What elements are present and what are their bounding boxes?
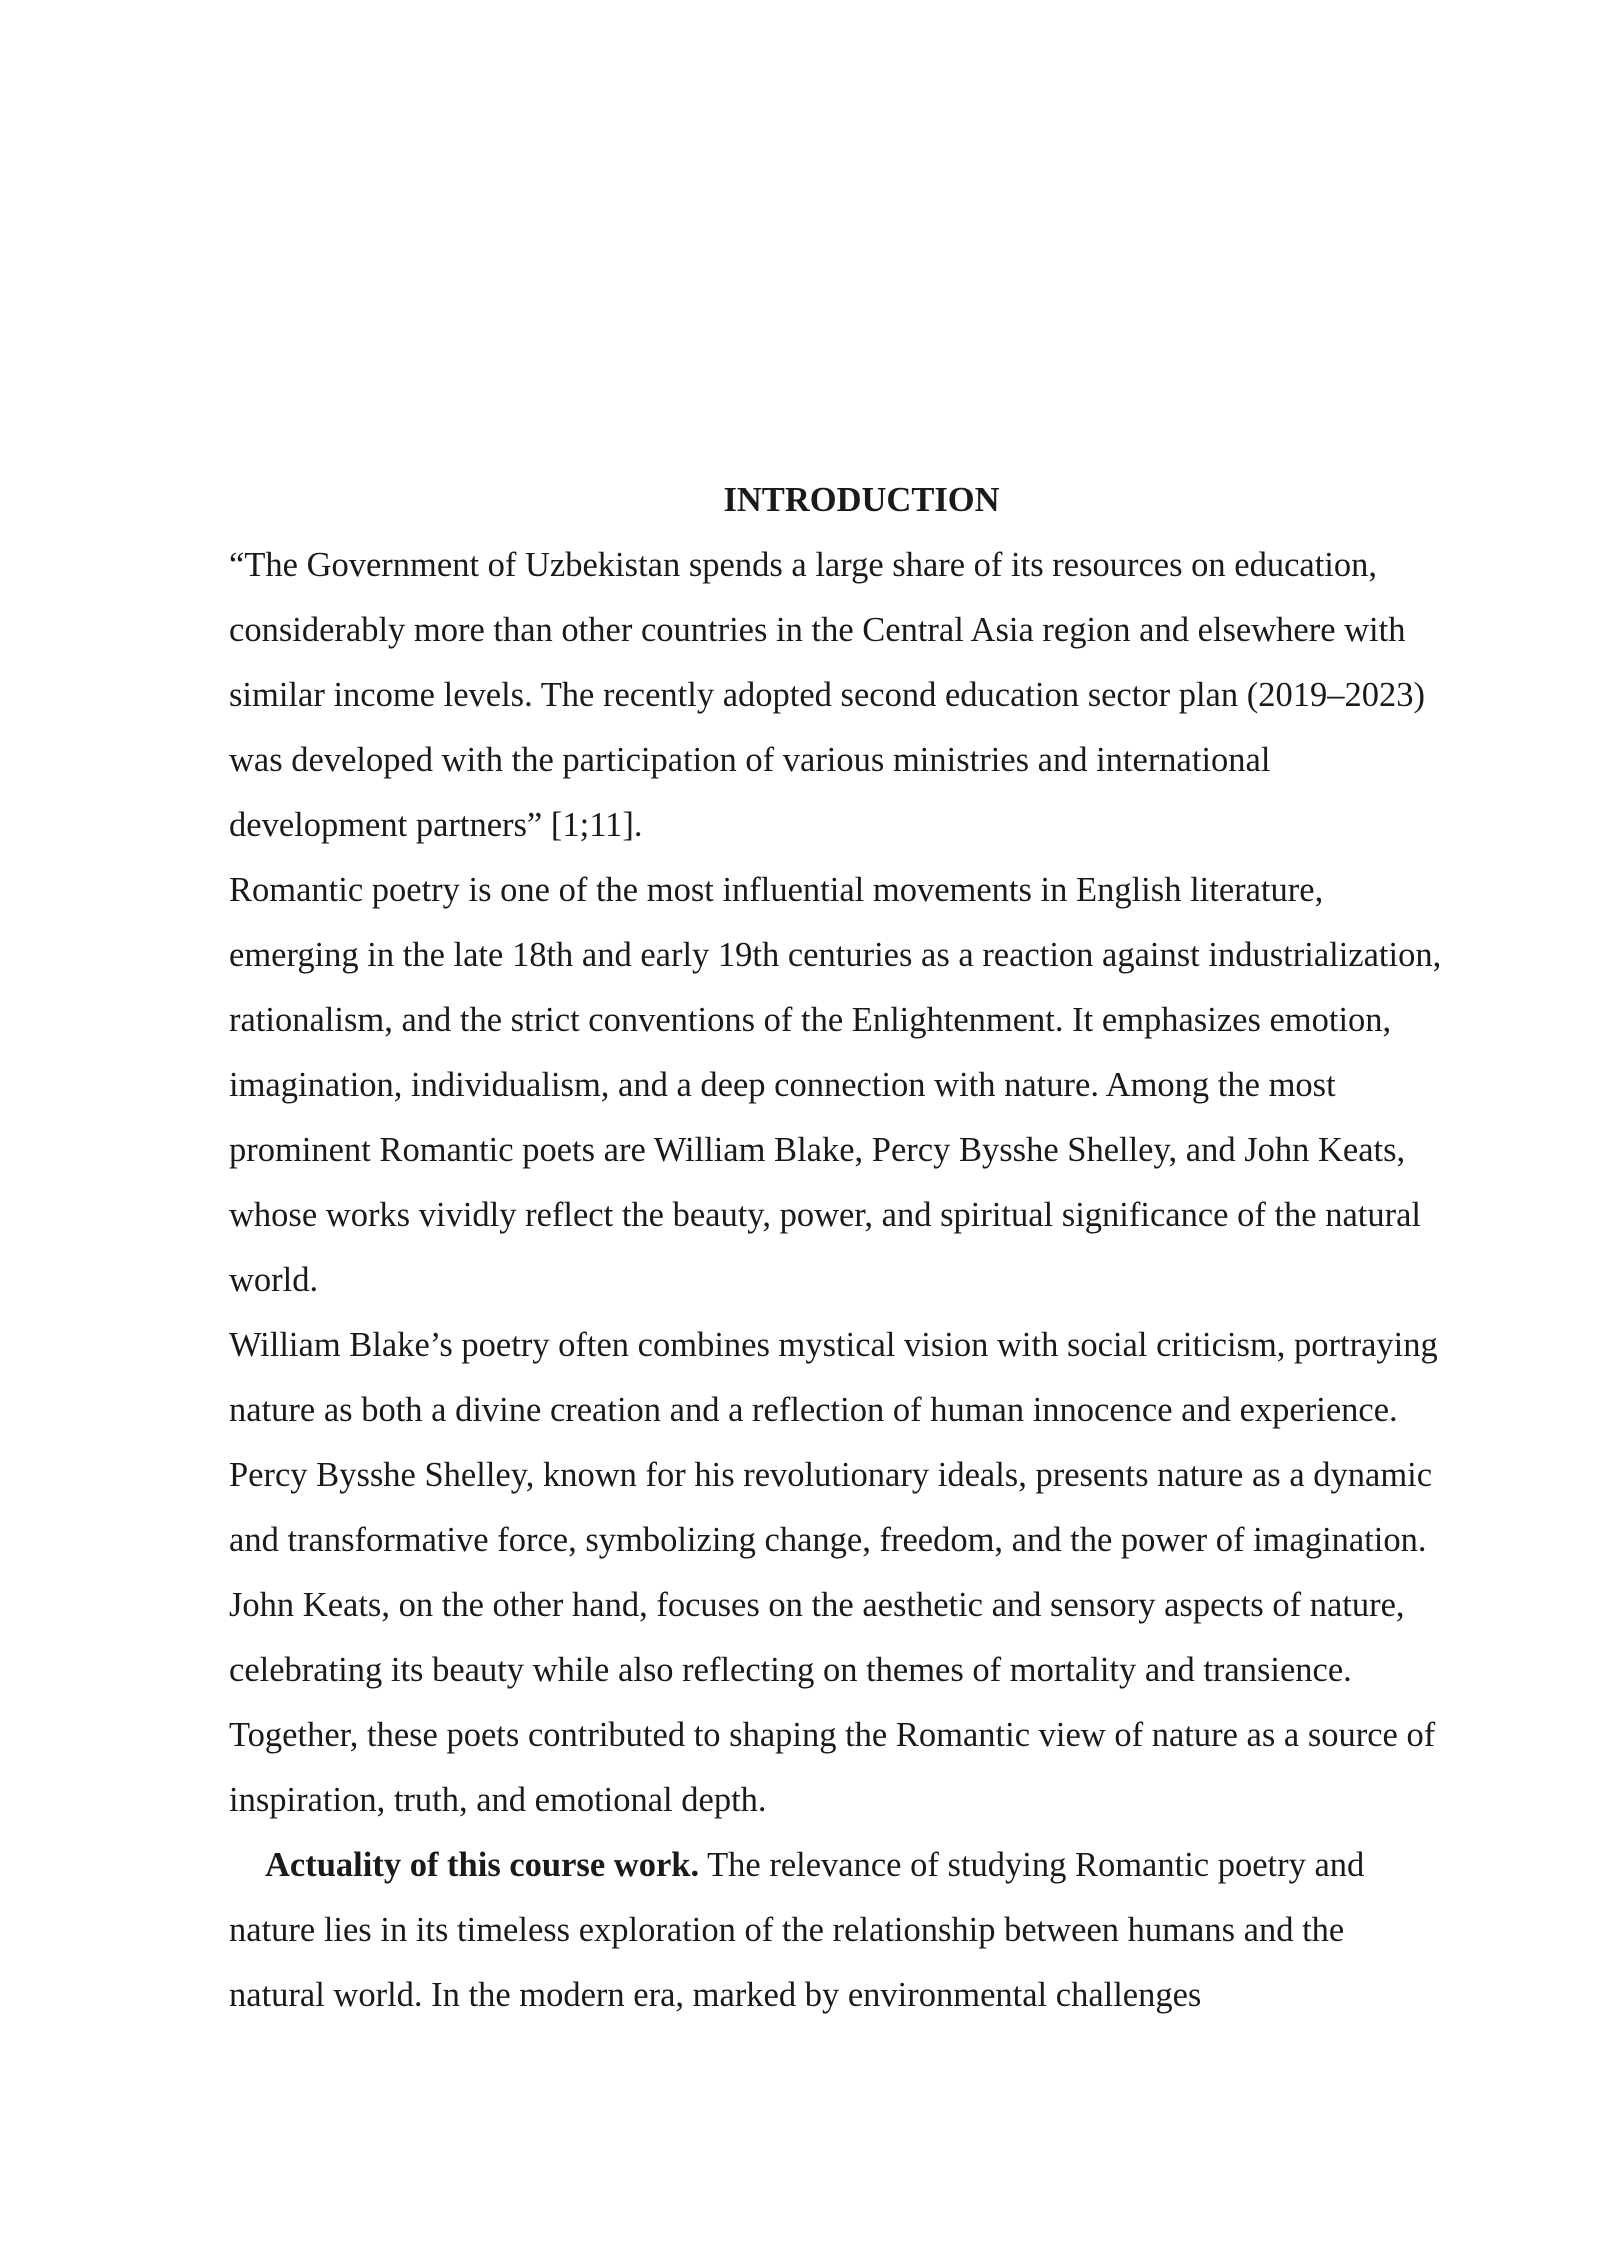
paragraph-romantic-poetry: Romantic poetry is one of the most influential movements in English literature, emerging in the late 18th and early 19th centuries as a reaction against industrialization, rationalism, and the strict conventions of the Enlightenment. It emphasizes emotion, imagination, individualism, and a deep connection with nature. Among the most prominent Romantic poets are William Blake, Percy Bysshe Shelley, and John Keats, whose works vividly reflect the beauty, power, and spiritual significance of the natural world.: [229, 871, 1442, 1299]
section-heading: INTRODUCTION: [723, 481, 1000, 519]
paragraph-quote: “The Government of Uzbekistan spends a large share of its resources on education, considerably more than other countries in the Central Asia region and elsewhere with similar income levels. The recently adopted second education sector plan (2019–2023) was developed with the participation of various ministries and international development partners” [1;11].: [229, 546, 1425, 844]
document-body: [229, 468, 1444, 2028]
paragraph-poets: William Blake’s poetry often combines mystical vision with social criticism, portraying nature as both a divine creation and a reflection of human innocence and experience. Percy Bysshe Shelley, known for his revolutionary ideals, presents nature as a dynamic and transformative force, symbolizing change, freedom, and the power of imagination. John Keats, on the other hand, focuses on the aesthetic and sensory aspects of nature, celebrating its beauty while also reflecting on themes of mortality and transience. Together, these poets contributed to shaping the Romantic view of nature as a source of inspiration, truth, and emotional depth.: [229, 1326, 1438, 1819]
actuality-text: The relevance of studying Romantic poetry and nature lies in its timeless exploration of the relationship between humans and the natural world. In the modern era, marked by environmental challenges: [229, 1846, 1365, 2014]
actuality-lead: Actuality of this course work.: [265, 1846, 700, 1884]
paragraph-actuality: [229, 1833, 1444, 2028]
